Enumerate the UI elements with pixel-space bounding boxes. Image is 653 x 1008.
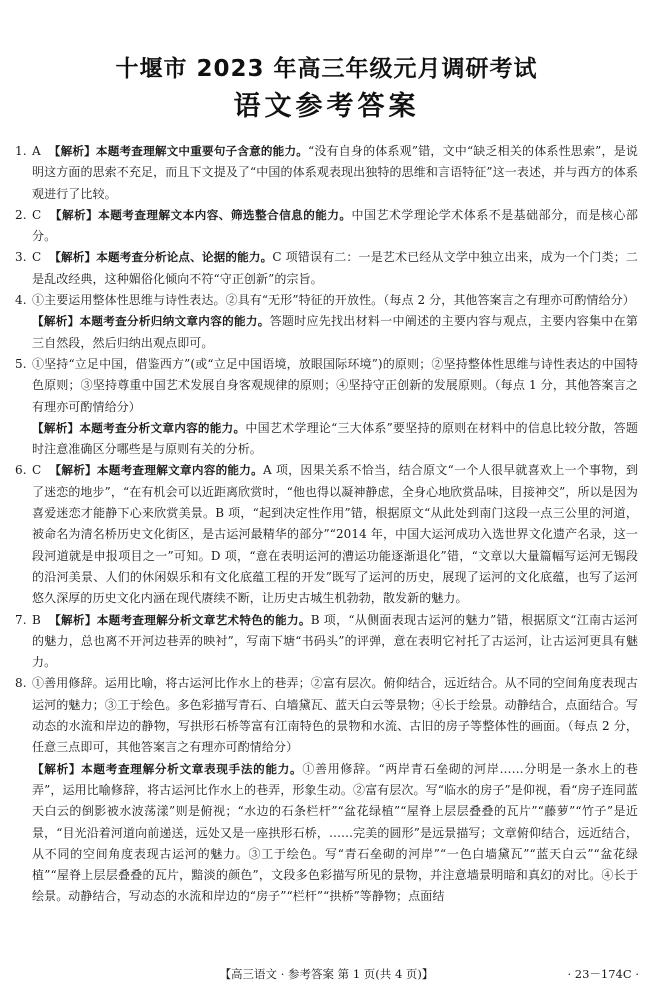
answer-item-1 [15,141,638,205]
analysis-label: 【解析】本题考查分析文章内容的能力。 [32,420,246,435]
answer-text: C 项错误有二：一是艺术已经从文学中独立出来，成为一个门类；二是乱改经典，这种媚俗化倾向不符“守正创新”的宗旨。 [32,250,638,286]
answers-body [15,141,638,908]
answer-text: 中国艺术学理论学术体系不是基础部分，而是核心部分。 [32,207,638,244]
item-number: 2. [15,207,27,222]
analysis-4 [15,311,638,354]
page-title: 语文参考答案 [233,91,420,122]
answer-choice: C [32,207,42,222]
analysis-5 [15,418,638,461]
footer-label: 【高三语文 · 参考答案 第 1 页(共 4 页)】 [219,967,434,981]
answer-text: “没有自身的体系观”错，文中“缺乏相关的体系性思索”，是说明这方面的思索不充足，而且下文提及了“中国的体系观表现出独特的思维和言语特征”这一表述，并与西方的体系观进行了比较。 [32,144,638,201]
analysis-label: 【解析】本题考查分析论点、论据的能力。 [49,250,273,265]
analysis-text: 答题时应先找出材料一中阐述的主要内容与观点，主要内容集中在第三自然段，然后归纳出观点即可。 [32,314,638,350]
item-number: 7. [15,612,27,627]
item-number: 6. [15,463,27,478]
item-number: 8. [15,676,27,691]
analysis-label: 【解析】本题考查理解分析文章表现手法的能力。 [32,761,303,776]
answer-text: ①坚持“立足中国，借鉴西方”(或“立足中国语境，放眼国际环境”)的原则；②坚持整体性思维与诗性表达的中国特色原则；③坚持尊重中国艺术发展自身客观规律的原则；④坚持守正创新的发展原则。（每点 1 分，其他答案言之有理亦可酌情给分） [32,356,638,414]
analysis-label: 【解析】本题考查分析归纳文章内容的能力。 [32,314,270,329]
answer-text: ①善用修辞。运用比喻，将古运河比作水上的巷弄；②富有层次。俯仰结合，远近结合。从不同的空间角度表现古运河的魅力；③工于绘色。多色彩描写青石、白墙黛瓦、蓝天白云等景物；④长于绘景。动静结合，点面结合。写动态的水流和岸边的静物，写拱形石桥等富有江南特色的景物和水流、古旧的房子等整体性的画面。（每点 2 分，任意三点即可，其他答案言之有理亦可酌情给分） [32,676,638,755]
item-number: 4. [15,293,27,308]
answer-text: A 项，因果关系不恰当，结合原文“一个人很早就喜欢上一个事物，到了迷恋的地步”，“在有机会可以近距离欣赏时，“他也得以凝神静虑，全身心地欣赏品味，目接神交”，所以是因为喜爱迷恋才能静下心来欣赏美景。B 项，“起到决定性作用”错，根据原文“从此处到南门这段一点三公里的河道，被命名为清名桥历史文化街区，是古运河最精华的部分”“2014 年，中国大运河成功入选世界文化遗产名录，这一段河道就是申报项目之一”可知。D 项，“意在表明运河的漕运功能逐渐退化”错，“文章以大量篇幅写运河无锡段的沿河美景、人们的休闲娱乐和有文化底蕴工程的开发”既写了运河的历史，展现了运河的文化底蕴，也写了运河悠久深厚的历史文化内涵在现代赓续不断，让历史古城生机勃勃，散发新的魅力。 [32,463,638,606]
item-number: 3. [15,250,27,265]
page-footer [0,966,653,986]
analysis-label: 【解析】本题考查理解分析文章艺术特色的能力。 [49,612,311,627]
answer-choice: C [32,250,42,265]
answer-text: B 项，“从侧面表现古运河的魅力”错，根据原文“江南古运河的魅力，总也离不开河边巷弄的映衬”，写南下塘“书码头”的评弹，意在表明它衬托了古运河，让古运河更具有魅力。 [32,612,638,670]
answer-choice: A [32,144,41,158]
answer-item-5 [15,354,638,418]
item-number: 5. [15,356,27,371]
answer-item-8 [15,673,638,758]
answer-choice: B [32,612,41,627]
analysis-text: 中国艺术学理论“三大体系”要坚持的原则在材料中的信息比较分散，答题时注意准确区分哪些是与原则有关的分析。 [32,420,638,457]
item-number: 1. [15,144,27,158]
answer-item-7 [15,610,638,674]
analysis-8 [15,759,638,908]
answer-item-2 [15,205,638,248]
analysis-text: ①善用修辞。“两岸青石垒砌的河岸……分明是一条水上的巷弄”，运用比喻修辞，将古运河比作水上的巷弄，形象生动。②富有层次。写“临水的房子”是仰视，看“房子连同蓝天白云的倒影被水波荡漾”则是俯视；“水边的石条栏杆”“盆花绿植”“屋脊上层层叠叠的瓦片”“藤萝”“竹子”是近景，“目光沿着河道向前递送，远处又是一座拱形石桥，……完美的圆形”是远景描写；文章俯仰结合，远近结合，从不同的空间角度表现古运河的魅力。③工于绘色。写“青石垒砌的河岸”“一色白墙黛瓦”“蓝天白云”“盆花绿植”“屋脊上层层叠叠的瓦片，黯淡的颜色”，文段多色彩描写所见的景物，并注意墙景明暗和真幻的对比。④长于绘景。动静结合，写动态的水流和岸边的“房子”“栏杆”“拱桥”等静物；点面结 [32,761,639,904]
answer-item-6 [15,460,638,609]
document-code: · 23－174C · [567,967,639,981]
answer-text: ①主要运用整体性思维与诗性表达。②具有“无形”特征的开放性。（每点 2 分，其他答案言之有理亦可酌情给分） [32,293,635,308]
exam-title: 十堰市 2023 年高三年级元月调研考试 [115,56,538,82]
analysis-label: 【解析】本题考查理解文中重要句子含意的能力。 [48,144,309,158]
analysis-label: 【解析】本题考查理解文本内容、筛选整合信息的能力。 [49,207,352,222]
answer-item-4 [15,290,638,311]
analysis-label: 【解析】本题考查理解文章内容的能力。 [49,463,264,478]
answer-item-3 [15,247,638,290]
answer-choice: C [32,463,42,478]
